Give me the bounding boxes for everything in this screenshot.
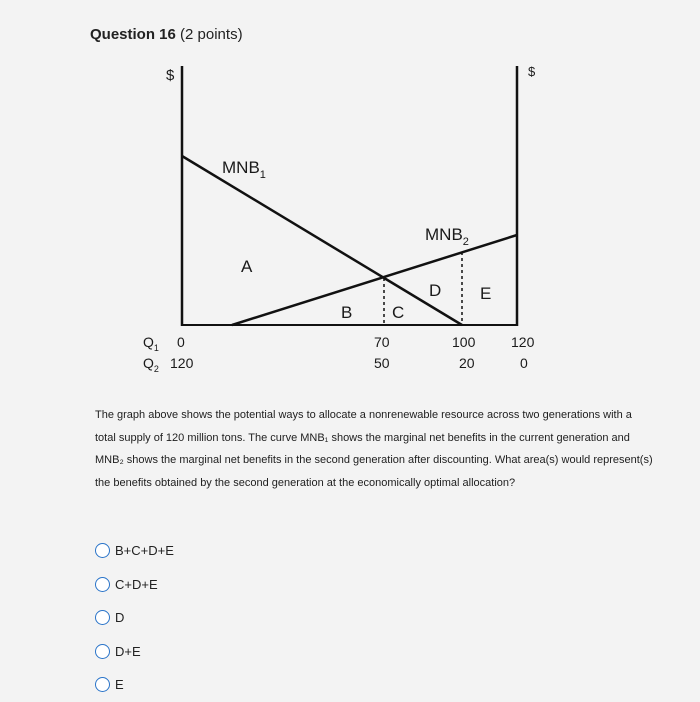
option-c-d-e[interactable] [95,568,174,602]
q1-axis-label: $Q_1$ [143,334,159,353]
question-number: Question 16 [90,26,176,43]
area-label-c: C [392,303,405,322]
question-points: (2 points) [180,26,243,43]
mnb2-label: $MNB_2$ [425,225,469,248]
option-label: E [115,677,124,693]
radio-icon[interactable] [95,644,110,659]
q1-tick-70: 70 [374,334,390,350]
option-label: D+E [115,643,141,659]
left-axis-label: $ [166,67,175,84]
q1-tick-100: 100 [452,334,476,350]
option-label: D [115,610,125,626]
option-e[interactable] [95,668,174,702]
option-b-c-d-e[interactable] [95,534,174,568]
q2-tick-50: 50 [374,355,390,371]
right-axis-label: $ [528,64,536,79]
q2-tick-120: 120 [170,355,194,371]
radio-icon[interactable] [95,610,110,625]
answer-options [95,534,174,702]
option-d-e[interactable] [95,635,174,669]
radio-icon[interactable] [95,543,110,558]
option-d[interactable] [95,601,174,635]
option-label: C+D+E [115,576,158,592]
area-label-e: E [480,284,492,303]
mnb2-curve [232,235,517,325]
radio-icon[interactable] [95,577,110,592]
q2-axis-label: $Q_2$ [143,355,159,374]
area-label-a: A [241,257,253,276]
q1-tick-120: 120 [511,334,535,350]
q2-tick-0: 0 [520,355,528,371]
mnb1-label: $MNB_1$ [222,158,266,181]
q1-tick-0: 0 [177,334,185,350]
option-label: B+C+D+E [115,543,174,559]
radio-icon[interactable] [95,677,110,692]
q2-tick-20: 20 [459,355,475,371]
question-description: The graph above shows the potential ways to allocate a nonrenewable resource across two generations with a total supply of 120 million tons. The curve MNB₁ shows the marginal net benefits in the current generation and MNB₂ shows the marginal net benefits in the second generation after discounting. What area(s) would represent(s) the benefits obtained by the second generation at the economically optimal allocation? [95,409,653,489]
mnb1-curve [182,156,462,325]
area-label-d: D [429,281,442,300]
area-label-b: B [341,303,353,322]
